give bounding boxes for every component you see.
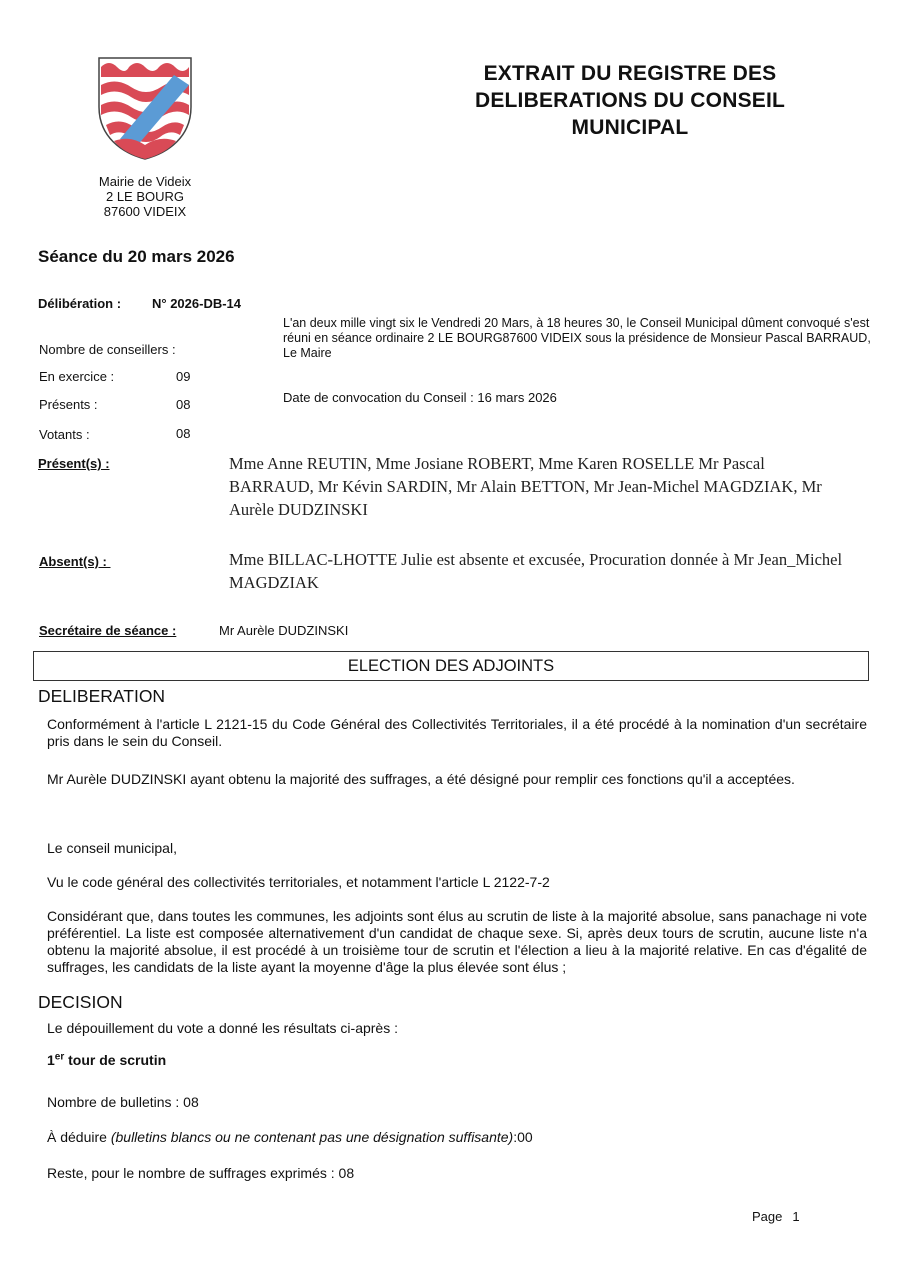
decision-intro: Le dépouillement du vote a donné les résultats ci-après : bbox=[47, 1020, 398, 1036]
tour-label: tour de scrutin bbox=[64, 1052, 167, 1068]
convocation-date: Date de convocation du Conseil : 16 mars 2026 bbox=[283, 390, 557, 405]
deliberation-number: N° 2026-DB-14 bbox=[152, 296, 242, 311]
conseillers-label: Nombre de conseillers : bbox=[39, 342, 176, 357]
coat-of-arms-logo bbox=[96, 55, 194, 161]
deduire-value: :00 bbox=[513, 1129, 533, 1145]
secretaire-name: Mr Aurèle DUDZINSKI bbox=[219, 623, 349, 638]
tour-superscript: er bbox=[54, 1051, 65, 1063]
bulletins-count: Nombre de bulletins : 08 bbox=[47, 1094, 199, 1110]
section-banner bbox=[33, 651, 869, 681]
document-title bbox=[420, 60, 840, 141]
en-exercice-value: 09 bbox=[176, 369, 191, 384]
tour-heading bbox=[47, 1052, 166, 1068]
presents-list: Mme Anne REUTIN, Mme Josiane ROBERT, Mme Karen ROSELLE Mr Pascal BARRAUD, Mr Kévin SARDIN, Mr Alain BETTON, Mr Jean-Michel MAGDZIAK, Mr Aurèle DUDZINSKI bbox=[229, 454, 822, 519]
secretaire-label: Secrétaire de séance : bbox=[39, 623, 177, 638]
title-line-1: EXTRAIT DU REGISTRE DES bbox=[483, 62, 777, 85]
page-footer bbox=[752, 1209, 800, 1224]
presents-count-label: Présents : bbox=[39, 397, 98, 412]
deliberation-heading: DELIBERATION bbox=[38, 686, 166, 706]
paragraph-conseil: Le conseil municipal, bbox=[47, 840, 177, 856]
seance-date: Séance du 20 mars 2026 bbox=[38, 247, 235, 266]
title-line-2: DELIBERATIONS DU CONSEIL bbox=[474, 89, 786, 112]
deduire-line bbox=[47, 1129, 533, 1145]
votants-label: Votants : bbox=[39, 427, 90, 442]
paragraph-secretaire: Conformément à l'article L 2121-15 du Code Général des Collectivités Territoriales, il a été procédé à la nomination d'un secrétaire pris dans le sein du Conseil. bbox=[47, 716, 867, 749]
suffrages-exprimes: Reste, pour le nombre de suffrages exprimés : 08 bbox=[47, 1165, 355, 1181]
absents-list: Mme BILLAC-LHOTTE Julie est absente et excusée, Procuration donnée à Mr Jean_Michel MAGDZIAK bbox=[229, 550, 843, 592]
votants-value: 08 bbox=[176, 426, 191, 441]
decision-heading: DECISION bbox=[38, 992, 123, 1012]
page-label: Page bbox=[752, 1209, 783, 1224]
title-line-3: MUNICIPAL bbox=[571, 116, 689, 139]
paragraph-considerant: Considérant que, dans toutes les communes, les adjoints sont élus au scrutin de liste à la majorité absolue, sans panachage ni vote préférentiel. La liste est composée alternativement d'un candidat de chaque sexe. Si, après deux tours de scrutin, aucune liste n'a obtenu la majorité absolue, il est procédé à un troisième tour de scrutin et l'élection a lieu à la majorité relative. En cas d'égalité de suffrages, les candidats de la liste ayant la moyenne d'âge la plus élevée sont élus ; bbox=[47, 908, 867, 975]
paragraph-vu: Vu le code général des collectivités territoriales, et notamment l'article L 2122-7-2 bbox=[47, 874, 550, 890]
banner-title: ELECTION DES ADJOINTS bbox=[347, 657, 555, 675]
deduire-note: (bulletins blancs ou ne contenant pas une désignation suffisante) bbox=[110, 1129, 514, 1145]
mairie-name: Mairie de Videix bbox=[98, 174, 192, 189]
mairie-city: 87600 VIDEIX bbox=[103, 204, 187, 219]
page-number: 1 bbox=[792, 1209, 800, 1224]
mairie-street: 2 LE BOURG bbox=[105, 189, 185, 204]
presents-count-value: 08 bbox=[176, 397, 191, 412]
absents-label: Absent(s) : bbox=[39, 554, 111, 569]
seance-intro: L'an deux mille vingt six le Vendredi 20 Mars, à 18 heures 30, le Conseil Municipal dûment convoqué s'est réuni en séance ordinaire 2 LE BOURG87600 VIDEIX sous la présidence de Monsieur Pascal BARRAUD, Le Maire bbox=[283, 316, 871, 360]
paragraph-designation: Mr Aurèle DUDZINSKI ayant obtenu la majorité des suffrages, a été désigné pour remplir ces fonctions qu'il a acceptées. bbox=[47, 771, 795, 787]
en-exercice-label: En exercice : bbox=[39, 369, 115, 384]
presents-label: Présent(s) : bbox=[38, 456, 110, 471]
deduire-label: À déduire bbox=[47, 1129, 111, 1145]
deliberation-label: Délibération : bbox=[38, 296, 122, 311]
tour-number: 1 bbox=[47, 1052, 55, 1068]
mairie-address bbox=[70, 174, 220, 219]
